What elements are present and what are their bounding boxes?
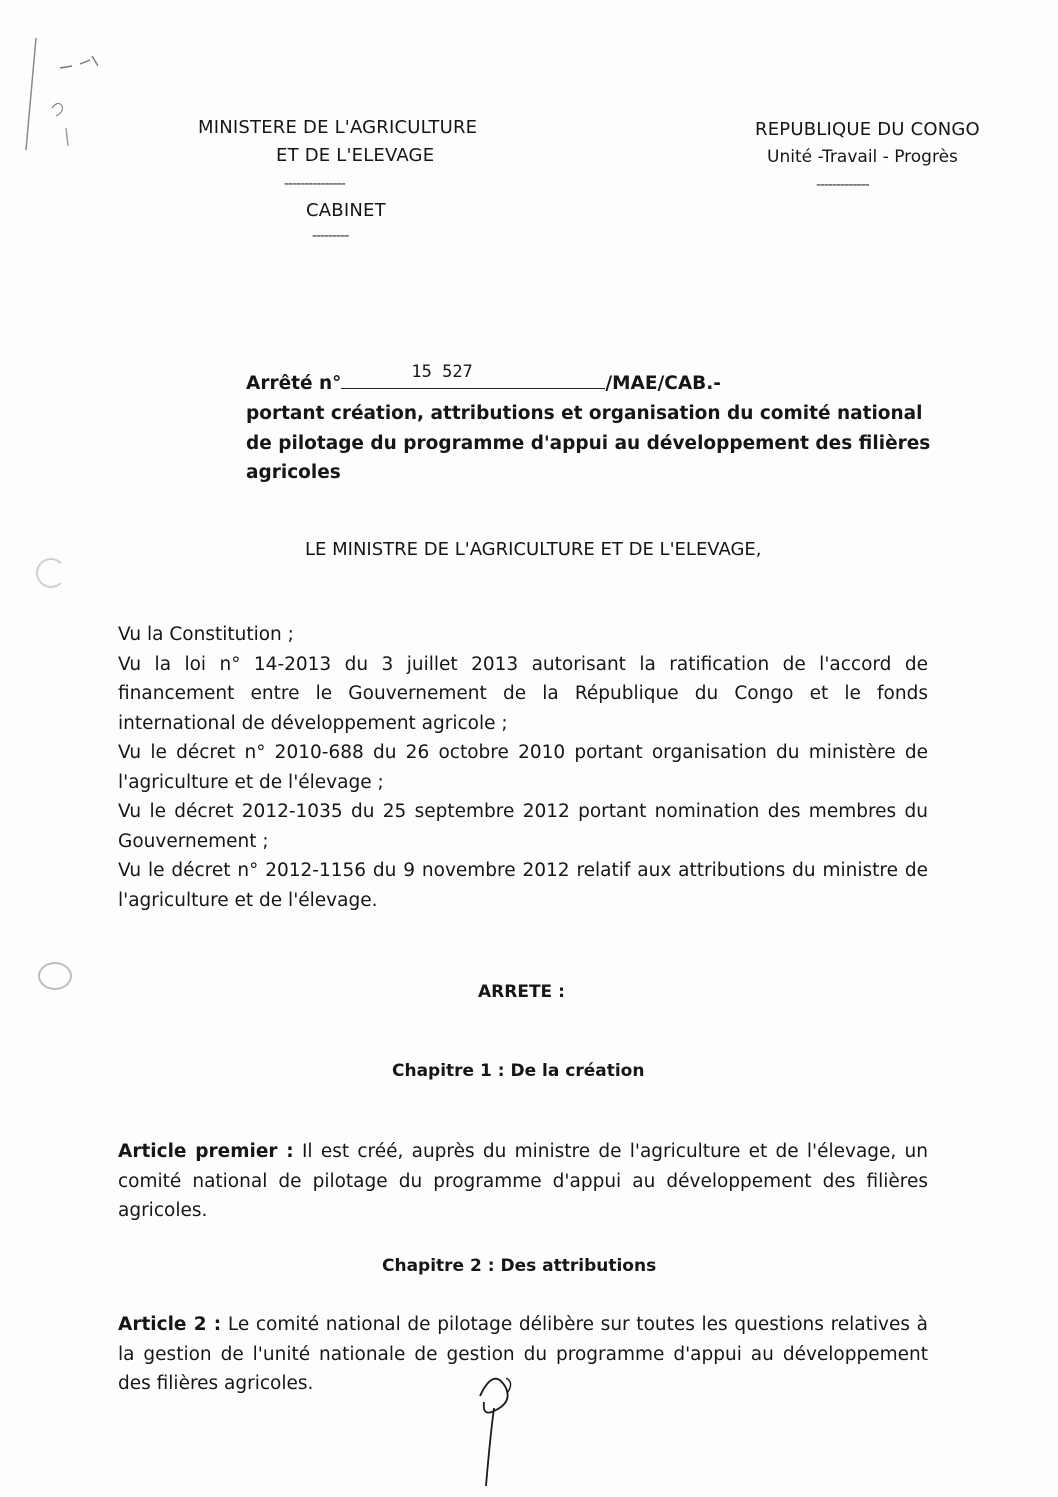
recital-item: Vu le décret n° 2012-1156 du 9 novembre 2012 relatif aux attributions du ministre de l'agriculture et de l'élevage. xyxy=(118,860,928,911)
arrete-heading: ARRETE : xyxy=(478,982,565,1002)
article-text: Il est créé, auprès du ministre de l'agriculture et de l'élevage, un comité national de pilotage du programme d'appui au développement des filières agricoles. xyxy=(118,1141,928,1221)
authority-heading: LE MINISTRE DE L'AGRICULTURE ET DE L'ELEVAGE, xyxy=(305,539,762,560)
recital-item: Vu la Constitution ; xyxy=(118,624,294,645)
article-premier xyxy=(118,1137,928,1226)
article-label: Article 2 : xyxy=(118,1314,222,1335)
decree-subject-line: de pilotage du programme d'appui au développement des filières xyxy=(246,432,931,454)
republic-separator: ------------- xyxy=(816,177,869,193)
chapter1-heading: Chapitre 1 : De la création xyxy=(392,1061,645,1081)
decree-number: 15 527 xyxy=(411,362,473,382)
decree-suffix: /MAE/CAB.- xyxy=(605,373,721,394)
cabinet-separator: --------- xyxy=(312,228,349,244)
recital-item: Vu le décret 2012-1035 du 25 septembre 2012 portant nomination des membres du Gouvernement ; xyxy=(118,801,928,852)
margin-pencil-marks xyxy=(8,20,128,150)
cabinet-label: CABINET xyxy=(306,200,386,221)
decree-number-field xyxy=(341,362,605,389)
republic-title: REPUBLIQUE DU CONGO xyxy=(755,119,980,140)
ministry-separator: --------------- xyxy=(284,176,345,192)
punch-hole-mark xyxy=(38,962,72,990)
ministry-line2: ET DE L'ELEVAGE xyxy=(276,145,435,166)
decree-prefix: Arrêté n° xyxy=(246,373,342,394)
recital-item: Vu le décret n° 2010-688 du 26 octobre 2010 portant organisation du ministère de l'agriculture et de l'élevage ; xyxy=(118,742,928,793)
punch-hole-mark xyxy=(36,558,66,588)
decree-subject-line: portant création, attributions et organisation du comité national xyxy=(246,403,923,424)
article-text: Le comité national de pilotage délibère sur toutes les questions relatives à la gestion de l'unité nationale de gestion du programme d'appui au développement des filières agricoles. xyxy=(118,1314,928,1394)
decree-subject-line: agricoles xyxy=(246,462,341,483)
article-label: Article premier : xyxy=(118,1141,294,1162)
decree-subject xyxy=(246,399,931,488)
ministry-line1: MINISTERE DE L'AGRICULTURE xyxy=(198,117,478,138)
national-motto: Unité -Travail - Progrès xyxy=(767,147,958,167)
decree-number-line xyxy=(246,362,721,394)
handwritten-initials xyxy=(466,1368,526,1488)
chapter2-heading: Chapitre 2 : Des attributions xyxy=(382,1256,657,1276)
recital-item: Vu la loi n° 14-2013 du 3 juillet 2013 autorisant la ratification de l'accord de financement entre le Gouvernement de la République du Congo et le fonds international de développement agricole ; xyxy=(118,653,928,734)
recitals xyxy=(118,620,928,915)
